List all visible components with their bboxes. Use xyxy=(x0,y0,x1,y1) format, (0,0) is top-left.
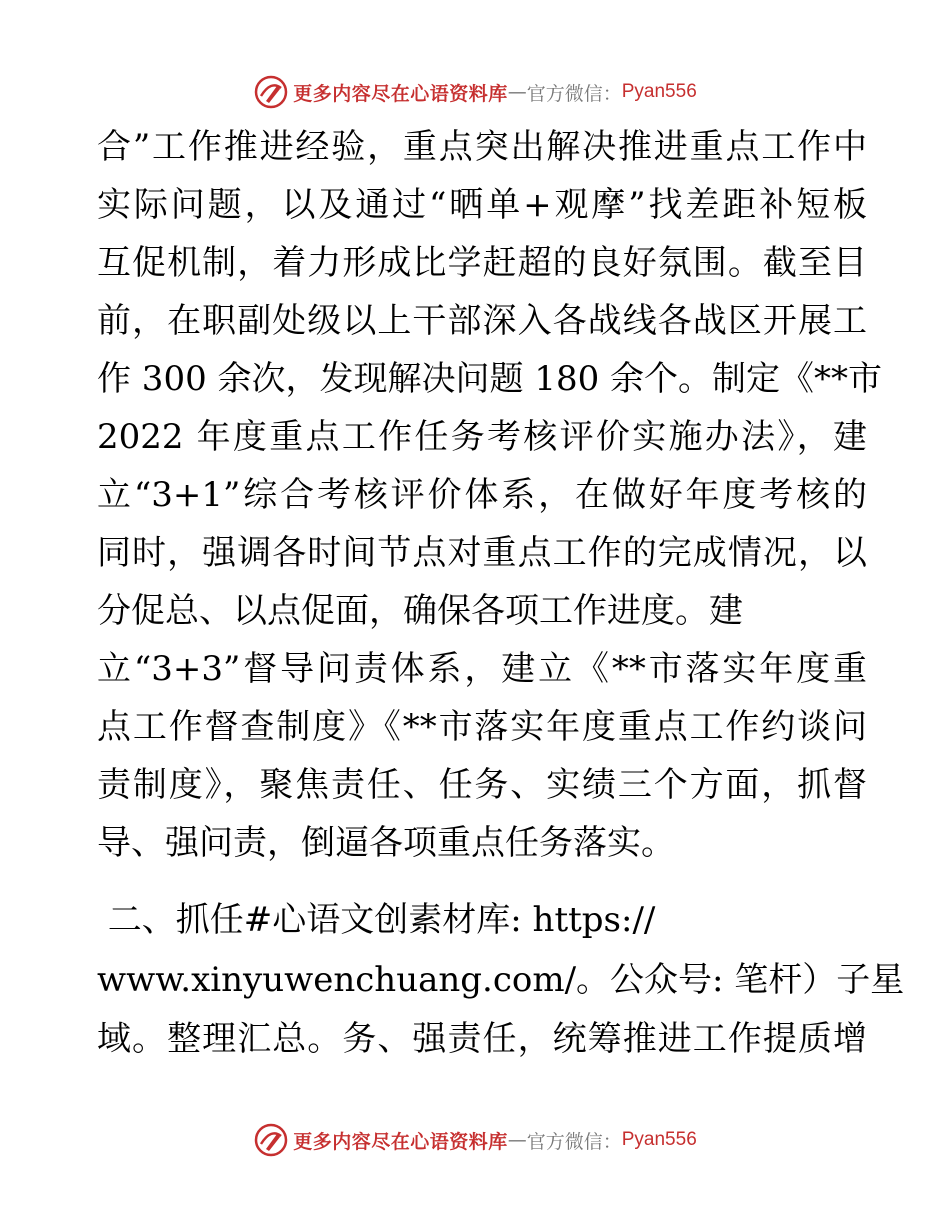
body-line-4: 前，在职副处级以上干部深入各战线各战区开展工 xyxy=(97,301,867,341)
body-line-8: 同时，强调各时间节点对重点工作的完成情况，以 xyxy=(97,533,867,573)
body-line-16: 域。整理汇总。务、强责任，统筹推进工作提质增 xyxy=(97,1019,867,1059)
body-line-15: www.xinyuwenchuang.com/。公众号: 笔杆）子星 xyxy=(97,960,905,1000)
banner-wechat-id: Pyan556 xyxy=(621,81,697,102)
footer-watermark-banner xyxy=(0,1120,950,1160)
pen-logo-icon xyxy=(253,1122,289,1158)
body-line-10: 立“3+3”督导问责体系，建立《**市落实年度重 xyxy=(97,649,867,689)
banner-wechat-id: Pyan556 xyxy=(621,1129,697,1150)
banner-separator: — xyxy=(507,81,527,103)
body-line-13: 导、强问责，倒逼各项重点任务落实。 xyxy=(97,823,675,863)
body-line-3: 互促机制，着力形成比学赶超的良好氛围。截至目 xyxy=(97,243,867,283)
body-line-6: 2022 年度重点工作任务考核评价实施办法》，建 xyxy=(97,417,867,457)
header-watermark-banner xyxy=(0,72,950,112)
banner-wechat-label: 官方微信： xyxy=(526,82,622,105)
pen-logo-icon xyxy=(253,74,289,110)
body-line-14: 二、抓任#心语文创素材库: https:// xyxy=(97,900,656,940)
banner-main-text: 更多内容尽在心语资料库 xyxy=(293,82,508,105)
body-line-9: 分促总、以点促面，确保各项工作进度。建 xyxy=(97,591,743,631)
body-line-12: 责制度》，聚焦责任、任务、实绩三个方面，抓督 xyxy=(97,765,867,805)
body-line-1: 合”工作推进经验，重点突出解决推进重点工作中 xyxy=(97,127,867,167)
banner-separator: — xyxy=(507,1129,527,1151)
body-line-7: 立“3+1”综合考核评价体系，在做好年度考核的 xyxy=(97,475,867,515)
body-line-2: 实际问题，以及通过“晒单+观摩”找差距补短板 xyxy=(97,185,867,225)
body-line-11: 点工作督查制度》《**市落实年度重点工作约谈问 xyxy=(97,707,867,747)
banner-wechat-label: 官方微信： xyxy=(526,1130,622,1153)
banner-main-text: 更多内容尽在心语资料库 xyxy=(293,1130,508,1153)
body-line-5: 作 300 余次，发现解决问题 180 余个。制定《**市 xyxy=(97,359,883,399)
